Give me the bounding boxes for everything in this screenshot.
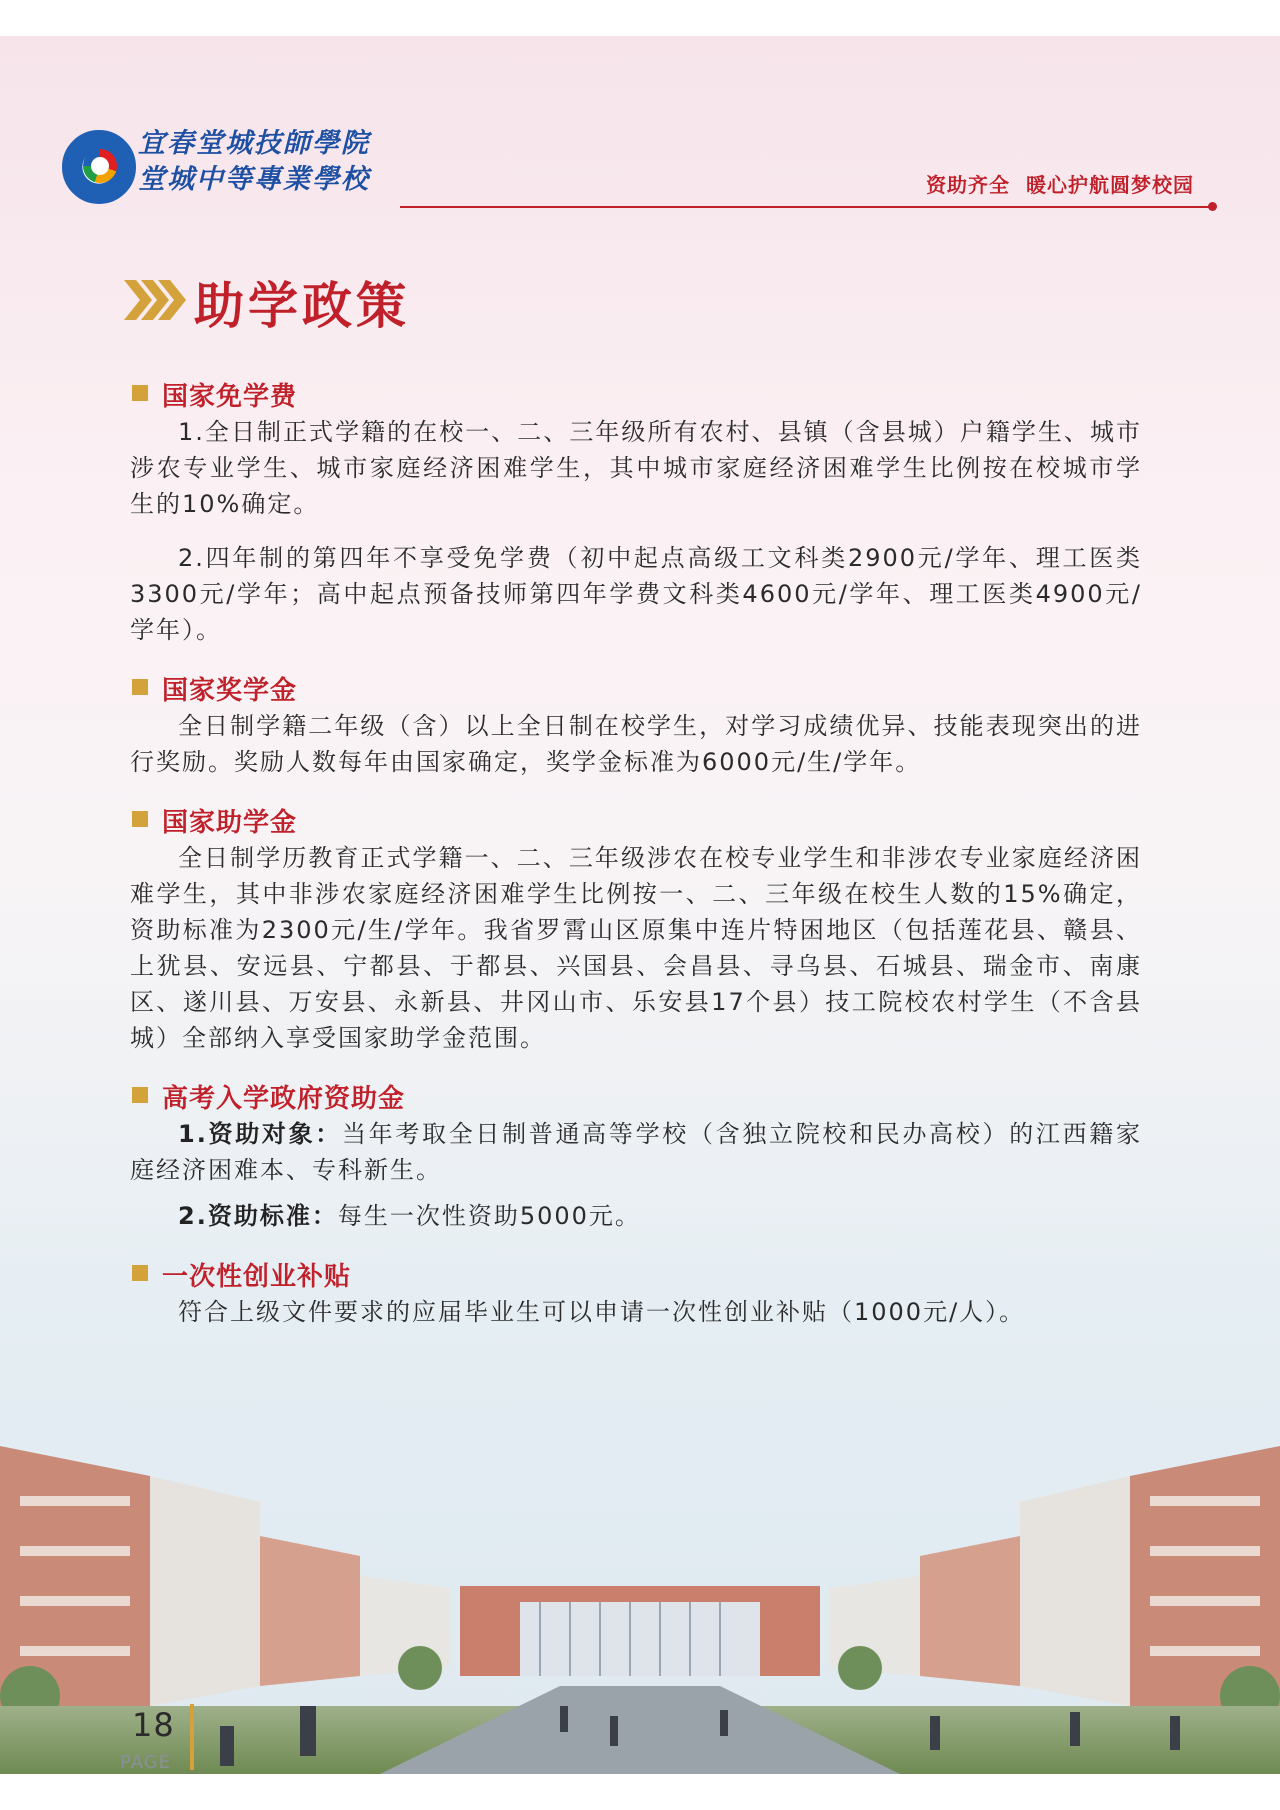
square-bullet-icon bbox=[132, 811, 148, 827]
section-paragraph: 全日制学籍二年级（含）以上全日制在校学生，对学习成绩优异、技能表现突出的进行奖励。奖励人数每年由国家确定，奖学金标准为6000元/生/学年。 bbox=[130, 712, 1142, 776]
chevron-arrows-icon bbox=[124, 278, 186, 322]
section-heading bbox=[130, 666, 1142, 708]
section-title: 国家助学金 bbox=[162, 808, 298, 838]
brochure-page bbox=[0, 36, 1280, 1774]
page-number-bar bbox=[190, 1704, 194, 1770]
header-slogan: 资助齐全 暖心护航圆梦校园 bbox=[926, 173, 1194, 197]
section-paragraph: 2.资助标准：每生一次性资助5000元。 bbox=[178, 1202, 641, 1230]
section-title: 国家奖学金 bbox=[162, 676, 298, 706]
school-logo-block bbox=[62, 124, 402, 224]
square-bullet-icon bbox=[132, 1087, 148, 1103]
header-divider bbox=[400, 206, 1214, 208]
square-bullet-icon bbox=[132, 679, 148, 695]
section-title: 国家免学费 bbox=[162, 382, 298, 412]
section-paragraph: 2.四年制的第四年不享受免学费（初中起点高级工文科类2900元/学年、理工医类3300元/学年；高中起点预备技师第四年学费文科类4600元/学年、理工医类4900元/学年）。 bbox=[130, 544, 1142, 644]
square-bullet-icon bbox=[132, 1265, 148, 1281]
section-title: 一次性创业补贴 bbox=[162, 1262, 352, 1292]
policy-content bbox=[130, 372, 1142, 1348]
section-paragraph: 1.资助对象：当年考取全日制普通高等学校（含独立院校和民办高校）的江西籍家庭经济困难本、专科新生。 bbox=[130, 1120, 1142, 1184]
page-number: 18 bbox=[132, 1706, 175, 1744]
header-divider-dot bbox=[1208, 202, 1217, 211]
section-heading bbox=[130, 1252, 1142, 1294]
section-heading bbox=[130, 798, 1142, 840]
square-bullet-icon bbox=[132, 385, 148, 401]
school-name bbox=[138, 126, 370, 198]
section-heading bbox=[130, 1074, 1142, 1116]
school-name-line2: 堂城中等專業學校 bbox=[138, 164, 370, 195]
page-label: PAGE bbox=[120, 1752, 172, 1773]
section-heading bbox=[130, 372, 1142, 414]
section-paragraph: 1.全日制正式学籍的在校一、二、三年级所有农村、县镇（含县城）户籍学生、城市涉农专业学生、城市家庭经济困难学生，其中城市家庭经济困难学生比例按在校城市学生的10%确定。 bbox=[130, 418, 1142, 518]
section-title: 高考入学政府资助金 bbox=[162, 1084, 406, 1114]
school-name-line1: 宜春堂城技師學院 bbox=[138, 128, 370, 159]
school-emblem-icon bbox=[62, 130, 136, 204]
page-title: 助学政策 bbox=[194, 277, 410, 335]
section-paragraph: 全日制学历教育正式学籍一、二、三年级涉农在校专业学生和非涉农专业家庭经济困难学生，其中非涉农家庭经济困难学生比例按一、二、三年级在校生人数的15%确定，资助标准为2300元/生/学年。我省罗霄山区原集中连片特困地区（包括莲花县、赣县、上犹县、安远县、宁都县、于都县、兴国县、会昌县、寻乌县、石城县、瑞金市、南康区、遂川县、万安县、永新县、井冈山市、乐安县17个县）技工院校农村学生（不含县城）全部纳入享受国家助学金范围。 bbox=[130, 844, 1142, 1052]
section-paragraph: 符合上级文件要求的应届毕业生可以申请一次性创业补贴（1000元/人）。 bbox=[178, 1298, 1026, 1326]
